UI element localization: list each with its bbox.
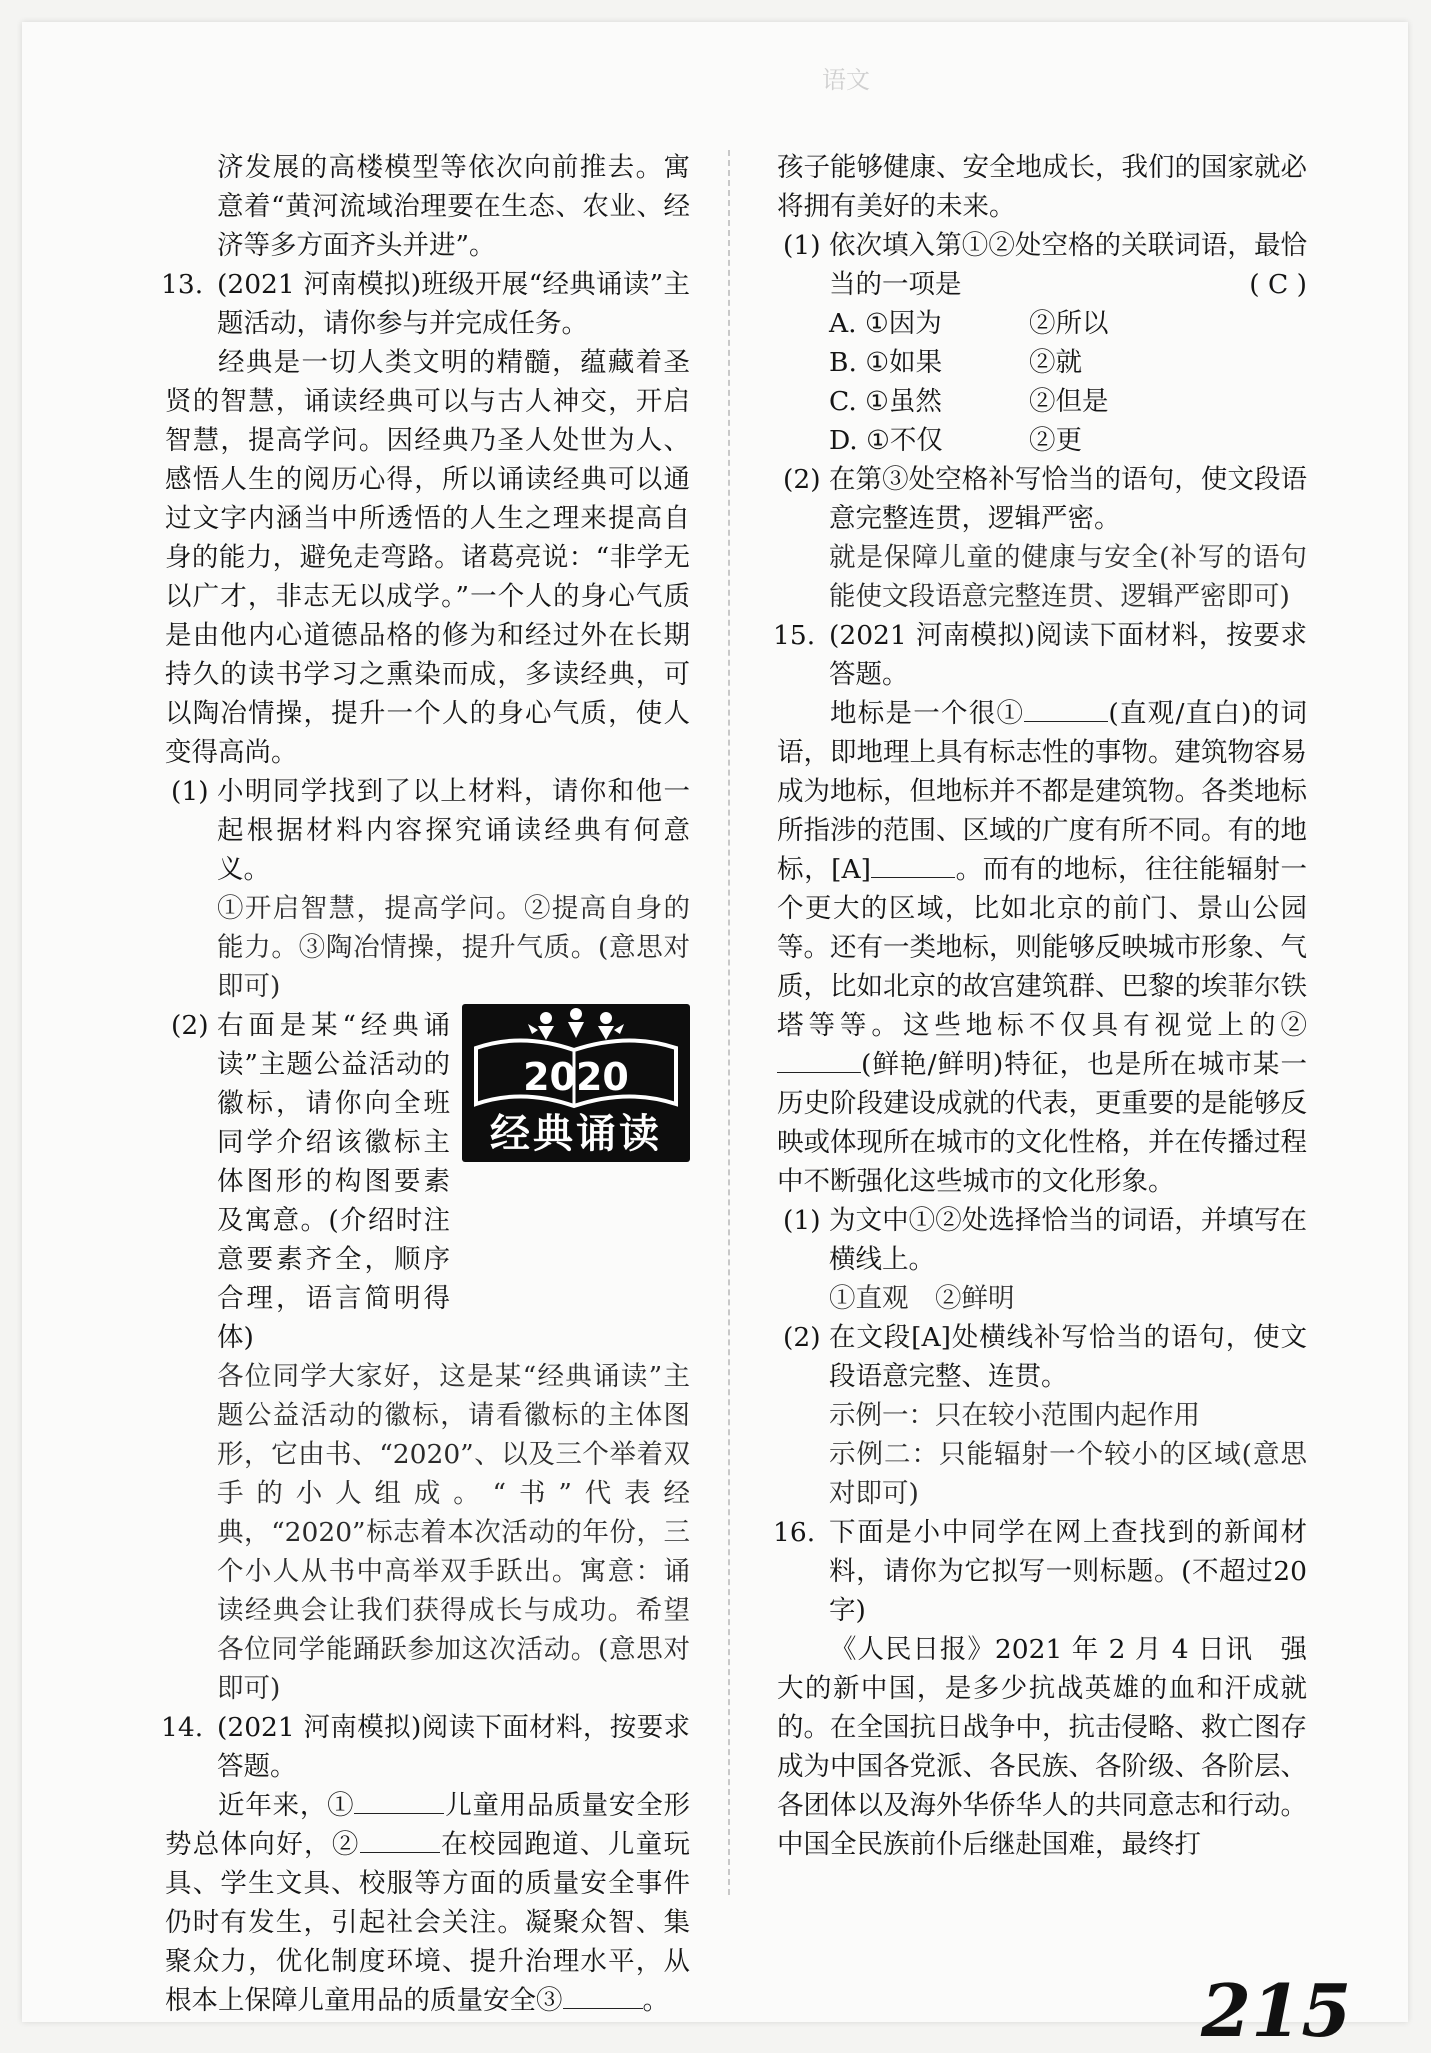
q14-blank-3 — [563, 1982, 643, 2009]
q15-blank-2 — [777, 1046, 861, 1073]
question-16 — [773, 1513, 1307, 1864]
intro-paragraph: 济发展的高楼模型等依次向前推去。寓意着“黄河流域治理要在生态、农业、经济等多方面齐头并进”。 — [217, 152, 690, 261]
q14-s1-answer: ( C ) — [1249, 269, 1307, 300]
q13-s2-number: (2) — [171, 1010, 209, 1041]
q15-s2-stem: 在文段[A]处横线补写恰当的语句，使文段语意完整、连贯。 — [829, 1322, 1307, 1392]
q14-continuation: 孩子能够健康、安全地成长，我们的国家就必将拥有美好的未来。 — [777, 152, 1307, 222]
q15-s2-number: (2) — [783, 1322, 821, 1353]
right-column — [773, 148, 1308, 1864]
q16-stem: 下面是小中同学在网上查找到的新闻材料，请你为它拟写一则标题。(不超过20字) — [829, 1517, 1307, 1626]
column-divider — [728, 150, 730, 1895]
q14-s2-number: (2) — [783, 464, 821, 495]
option-c — [777, 382, 1307, 421]
q15-stem: (2021 河南模拟)阅读下面材料，按要求答题。 — [829, 620, 1307, 690]
q14-passage — [165, 1786, 690, 2020]
q13-s2-answer: 各位同学大家好，这是某“经典诵读”主题公益活动的徽标，请看徽标的主体图形，它由书、“2020”、以及三个举着双手的小人组成。“书”代表经典，“2020”标志着本次活动的年份，三个小人从书中高举双手跃出。寓意：诵读经典会让我们获得成长与成功。希望各位同学能踊跃参加这次活动。(意思对即可) — [217, 1361, 690, 1704]
q14-passage-c: 在校园跑道、儿童玩具、学生文具、校服等方面的质量安全事件仍时有发生，引起社会关注。凝聚众智、集聚众力，优化制度环境、提升治理水平，从根本上保障儿童用品的质量安全③ — [165, 1829, 690, 2016]
q13-s2-stem-b: (介绍时注意要素齐全，顺序合理，语言简明得体) — [217, 1205, 450, 1353]
q15-passage-2: (直观/直白)的词语，即地理上具有标志性的事物。建筑物容易成为地标，但地标并不都是建筑物。各类地标所指涉的范围、区域的广度有所不同。有的地标，[A] — [777, 698, 1308, 885]
q13-s1-stem: 小明同学找到了以上材料，请你和他一起根据材料内容探究诵读经典有何意义。 — [217, 776, 690, 885]
q15-blank-a — [871, 851, 955, 878]
page-number: 215 — [1201, 1968, 1352, 2053]
logo-year: 2020 — [523, 1055, 629, 1099]
option-b-second: ②就 — [1029, 347, 1082, 378]
q15-s2-answer-2: 示例二：只能辐射一个较小的区域(意思对即可) — [829, 1439, 1307, 1509]
q13-s2-block — [165, 1006, 690, 1357]
logo-text: 经典诵读 — [490, 1111, 662, 1157]
q13-s2-stem-a: 右面是某“经典诵读”主题公益活动的徽标，请你向全班同学介绍该徽标主体图形的构图要素及寓意。 — [217, 1010, 450, 1236]
q13-s1-answer: ①开启智慧，提高学问。②提高自身的能力。③陶冶情操，提升气质。(意思对即可) — [217, 893, 690, 1002]
option-a-first: A. ①因为 — [829, 308, 942, 339]
option-d-first: D. ①不仅 — [829, 425, 943, 456]
header-mark: 语文 — [822, 66, 870, 94]
left-column — [161, 148, 691, 2020]
q15-s1-number: (1) — [783, 1205, 821, 1236]
option-c-first: C. ①虽然 — [829, 386, 942, 417]
q15-passage-4: (鲜艳/鲜明)特征，也是所在城市某一历史阶段建设成就的代表，更重要的是能够反映或体现所在城市的文化性格，并在传播过程中不断强化这些城市的文化形象。 — [777, 1049, 1307, 1197]
option-b-first: B. ①如果 — [829, 347, 943, 378]
option-d — [777, 421, 1307, 460]
question-14 — [161, 1708, 691, 2020]
q15-blank-1 — [1024, 695, 1108, 722]
q13-number: 13. — [161, 269, 204, 300]
q16-passage: 《人民日报》2021 年 2 月 4 日讯 强大的新中国，是多少抗战英雄的血和汗成就的。在全国抗日战争中，抗击侵略、救亡图存成为中国各党派、各民族、各阶级、各阶层、各团体以及海外华侨华人的共同意志和行动。中国全民族前仆后继赴国难，最终打 — [777, 1634, 1307, 1860]
option-a — [777, 304, 1307, 343]
q14-passage-d: 。 — [642, 1985, 669, 2016]
q15-s2-answer-1: 示例一：只在较小范围内起作用 — [829, 1400, 1200, 1431]
q16-number: 16. — [773, 1517, 816, 1548]
q14-s1-number: (1) — [783, 230, 821, 261]
q15-passage-1: 地标是一个很① — [830, 698, 1025, 729]
q14-blank-1 — [354, 1787, 444, 1814]
option-c-second: ②但是 — [1029, 386, 1109, 417]
q15-passage-3: 。而有的地标，往往能辐射一个更大的区域，比如北京的前门、景山公园等。还有一类地标，则能够反映城市形象、气质，比如北京的故宫建筑群、巴黎的埃菲尔铁塔等等。这些地标不仅具有视觉上的② — [777, 854, 1307, 1041]
q14-s1-stem: 依次填入第①②处空格的关联词语，最恰当的一项是 — [829, 230, 1307, 300]
option-d-second: ②更 — [1029, 425, 1082, 456]
option-a-second: ②所以 — [1029, 308, 1109, 339]
q14-stem: (2021 河南模拟)阅读下面材料，按要求答题。 — [217, 1712, 690, 1782]
q14-number: 14. — [161, 1712, 204, 1743]
q14-s2-stem: 在第③处空格补写恰当的语句，使文段语意完整连贯，逻辑严密。 — [829, 464, 1307, 534]
q15-s1-answer: ①直观 ②鲜明 — [829, 1283, 1015, 1314]
option-b — [777, 343, 1307, 382]
question-15 — [773, 616, 1308, 1513]
q15-passage — [777, 694, 1307, 1201]
q15-s1-stem: 为文中①②处选择恰当的词语，并填写在横线上。 — [829, 1205, 1307, 1275]
question-13 — [161, 265, 690, 1708]
q14-blank-2 — [360, 1826, 440, 1853]
q14-passage-b: 儿童用品质量安全形势总体向好，② — [165, 1790, 691, 1860]
q14-passage-a: 近年来，① — [218, 1790, 355, 1821]
q14-s2-answer: 就是保障儿童的健康与安全(补写的语句能使文段语意完整连贯、逻辑严密即可) — [829, 542, 1307, 612]
q15-number: 15. — [773, 620, 816, 651]
q13-s1-number: (1) — [171, 776, 209, 807]
q13-passage: 经典是一切人类文明的精髓，蕴藏着圣贤的智慧，诵读经典可以与古人神交，开启智慧，提高学问。因经典乃圣人处世为人、感悟人生的阅历心得，所以诵读经典可以通过文字内涵当中所透悟的人生之理来提高自身的能力，避免走弯路。诸葛亮说：“非学无以广才，非志无以成学。”一个人的身心气质是由他内心道德品格的修为和经过外在长期持久的读书学习之熏染而成，多读经典，可以陶冶情操，提升一个人的身心气质，使人变得高尚。 — [165, 347, 690, 768]
q13-stem: (2021 河南模拟)班级开展“经典诵读”主题活动，请你参与并完成任务。 — [217, 269, 690, 339]
